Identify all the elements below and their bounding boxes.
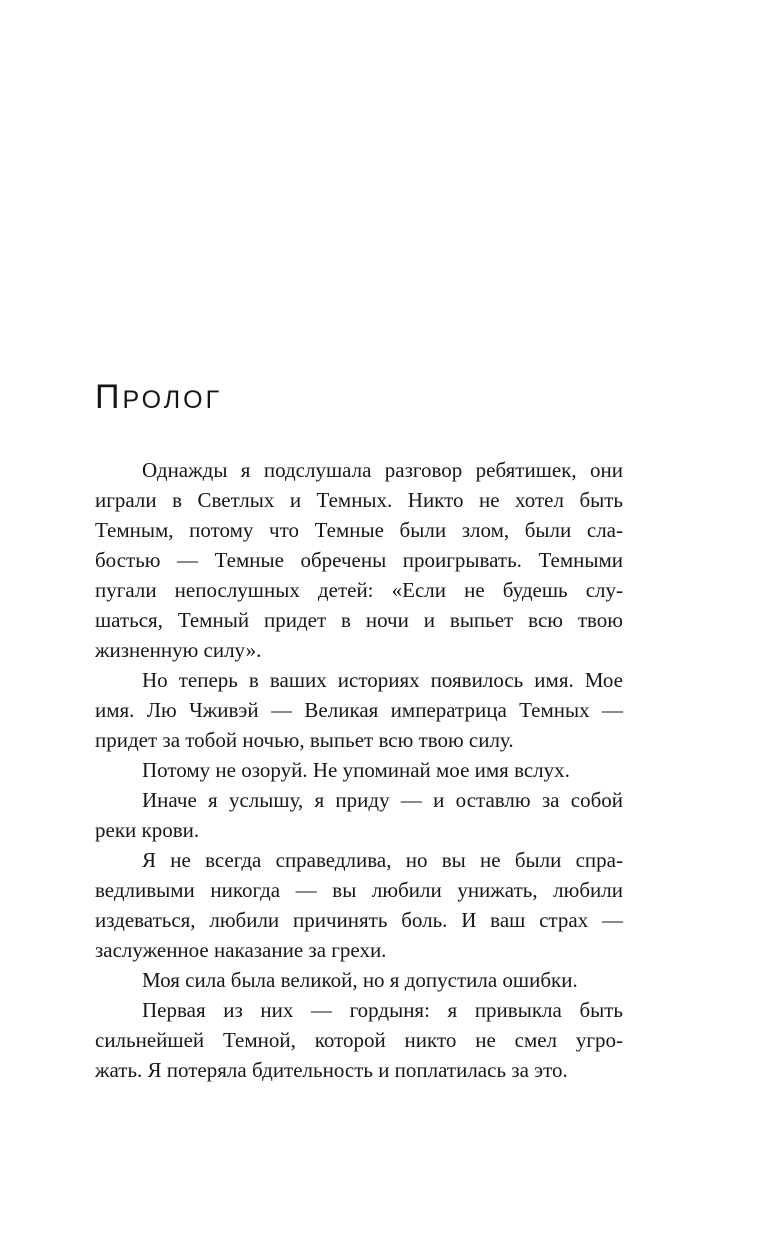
- text-line: играли в Светлых и Темных. Никто не хотел быть: [95, 488, 623, 512]
- paragraph: [95, 455, 623, 665]
- text-line: пугали непослушных детей: «Если не будешь слу-: [95, 578, 623, 602]
- paragraph: [95, 665, 623, 755]
- text-line: бостью — Темные обречены проигрывать. Темными: [95, 548, 623, 572]
- text-line: шаться, Темный придет в ночи и выпьет всю твою: [95, 608, 623, 632]
- paragraph: [95, 755, 623, 785]
- text-line: ведливыми никогда — вы любили унижать, любили: [95, 878, 623, 902]
- text-line: реки крови.: [95, 818, 200, 842]
- text-line: Потому не озоруй. Не упоминай мое имя вслух.: [142, 758, 570, 782]
- text-line: Иначе я услышу, я приду — и оставлю за собой: [142, 788, 623, 812]
- text-block: [95, 455, 623, 1085]
- text-line: сильнейшей Темной, которой никто не смел угро-: [95, 1028, 623, 1052]
- paragraph: [95, 845, 623, 965]
- chapter-title: ПРОЛОГ: [95, 378, 223, 416]
- text-line: издеваться, любили причинять боль. И ваш страх —: [95, 908, 623, 932]
- text-line: придет за тобой ночью, выпьет всю твою силу.: [95, 728, 514, 752]
- text-line: Я не всегда справедлива, но вы не были спра-: [142, 848, 623, 872]
- text-line: жизненную силу».: [95, 638, 262, 662]
- text-line: Первая из них — гордыня: я привыкла быть: [142, 998, 623, 1022]
- text-line: Однажды я подслушала разговор ребятишек, они: [142, 458, 623, 482]
- text-line: жать. Я потеряла бдительность и поплатилась за это.: [95, 1058, 568, 1082]
- text-line: имя. Лю Чживэй — Великая императрица Темных —: [95, 698, 623, 722]
- text-line: Моя сила была великой, но я допустила ошибки.: [142, 968, 578, 992]
- text-line: Но теперь в ваших историях появилось имя. Мое: [142, 668, 623, 692]
- paragraph: [95, 785, 623, 845]
- text-line: заслуженное наказание за грехи.: [95, 938, 387, 962]
- text-line: Темным, потому что Темные были злом, были сла-: [95, 518, 623, 542]
- paragraph: [95, 995, 623, 1085]
- paragraph: [95, 965, 623, 995]
